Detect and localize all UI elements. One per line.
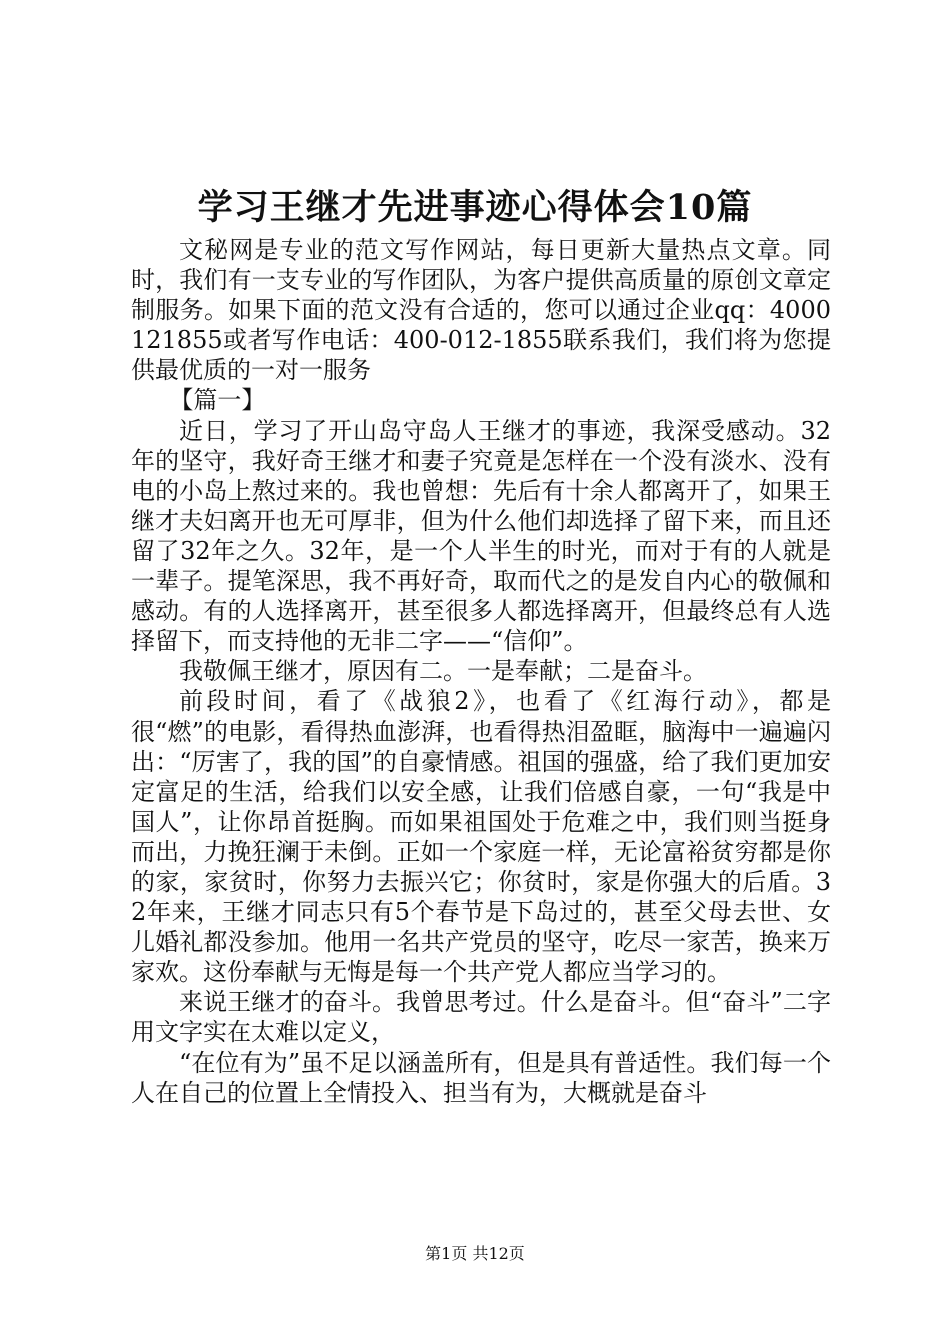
body-paragraph: 近日，学习了开山岛守岛人王继才的事迹，我深受感动。32年的坚守，我好奇王继才和妻子究竟是怎样在一个没有淡水、没有电的小岛上熬过来的。我也曾想：先后有十余人都离开了，如果王继才夫妇离开也无可厚非，但为什么他们却选择了留下来，而且还留了32年之久。32年，是一个人半生的时光，而对于有的人就是一辈子。提笔深思，我不再好奇，取而代之的是发自内心的敬佩和感动。有的人选择离开，甚至很多人都选择离开，但最终总有人选择留下，而支持他的无非二字——“信仰”。 [131,416,831,656]
section-heading: 【篇一】 [169,386,266,415]
document-body [131,235,831,1108]
body-paragraph: 前段时间，看了《战狼2》，也看了《红海行动》，都是很“燃”的电影，看得热血澎湃，也看得热泪盈眶，脑海中一遍遍闪出：“厉害了，我的国”的自豪情感。祖国的强盛，给了我们更加安定富足的生活，给我们以安全感，让我们倍感自豪，一句“我是中国人”，让你昂首挺胸。而如果祖国处于危难之中，我们则当挺身而出，力挽狂澜于未倒。正如一个家庭一样，无论富裕贫穷都是你的家，家贫时，你努力去振兴它；你贫时，家是你强大的后盾。32年来，王继才同志只有5个春节是下岛过的，甚至父母去世、女儿婚礼都没参加。他用一名共产党员的坚守，吃尽一家苦，换来万家欢。这份奉献与无悔是每一个共产党人都应当学习的。 [131,687,831,987]
body-paragraph: 来说王继才的奋斗。我曾思考过。什么是奋斗。但“奋斗”二字用文字实在太难以定义， [131,988,831,1047]
document-title: 学习王继才先进事迹心得体会10篇 [197,187,753,228]
page-footer: 第1页 共12页 [425,1244,525,1263]
body-paragraph: 我敬佩王继才，原因有二。一是奉献；二是奋斗。 [179,657,707,686]
intro-paragraph: 文秘网是专业的范文写作网站，每日更新大量热点文章。同时，我们有一支专业的写作团队，为客户提供高质量的原创文章定制服务。如果下面的范文没有合适的，您可以通过企业qq：4000121855或者写作电话：400-012-1855联系我们，我们将为您提供最优质的一对一服务 [131,236,831,385]
body-paragraph: “在位有为”虽不足以涵盖所有，但是具有普适性。我们每一个人在自己的位置上全情投入、担当有为，大概就是奋斗 [131,1048,831,1107]
